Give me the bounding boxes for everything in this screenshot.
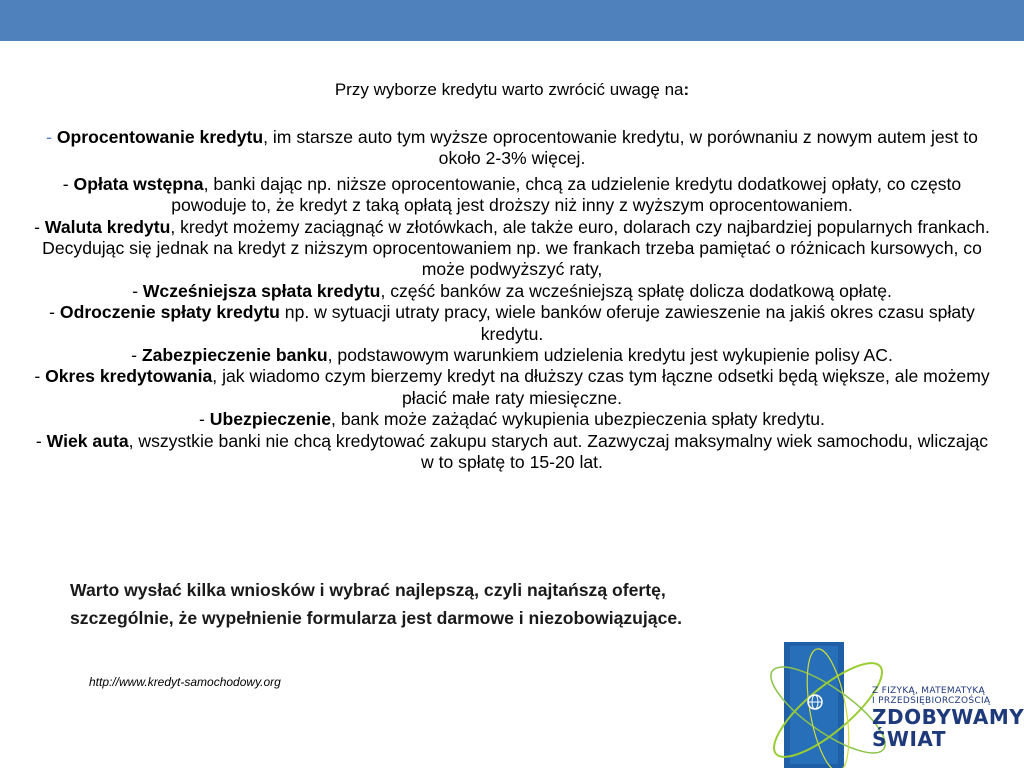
top-banner-bar [0,0,1024,41]
closing-line-2: szczególnie, że wypełnienie formularza jest darmowe i niezobowiązujące. [70,608,683,628]
source-link[interactable]: http://www.kredyt-samochodowy.org [89,675,281,689]
item-dash: - [34,216,45,237]
item-dash: - [35,430,47,451]
item-desc: , jak wiadomo czym bierzemy kredyt na dłuższy czas tym łączne odsetki będą większe, ale możemy płacić małe raty miesięczne. [212,366,990,408]
logo-line-4: ŚWIAT [872,727,946,751]
list-item [30,127,994,170]
closing-statement [70,576,870,632]
item-term: Odroczenie spłaty kredytu [59,302,280,323]
logo-line-3: ZDOBYWAMY [872,705,1024,729]
item-desc: , podstawowym warunkiem udzielenia kredytu jest wykupienie polisy AC. [327,345,893,366]
item-dash: - [62,173,74,194]
item-desc: np. w sytuacji utraty pracy, wiele banków oferuje zawieszenie na jakiś okres czasu spłaty kredytu. [279,302,975,344]
list-item [30,366,994,409]
intro-text: Przy wyborze kredytu warto zwrócić uwagę na [334,80,684,99]
item-term: Oprocentowanie kredytu [56,127,264,147]
item-term: Ubezpieczenie [209,409,332,430]
list-item [30,431,994,474]
item-term: Wiek auta [46,430,129,451]
list-item [30,345,994,366]
item-term: Wcześniejsza spłata kredytu [142,280,381,301]
item-desc: , bank może zażądać wykupienia ubezpieczenia spłaty kredytu. [331,409,825,430]
item-dash: - [131,345,142,366]
intro-line [0,80,1024,100]
item-desc: , część banków za wcześniejszą spłatę dolicza dodatkową opłatę. [380,280,892,301]
list-item [30,174,994,217]
list-item [30,302,994,345]
item-desc: , wszystkie banki nie chcą kredytować zakupu starych aut. Zazwyczaj maksymalny wiek samochodu, wliczając w to spłatę to 15-20 lat. [128,430,989,473]
list-item [30,217,994,281]
item-term: Opłata wstępna [73,173,204,194]
list-item [30,281,994,302]
list-item [30,409,994,430]
logo-line-1: Z FIZYKĄ, MATEMATYKĄ [872,686,985,696]
item-dash: - [46,127,57,147]
criteria-list [30,127,994,474]
logo-text [872,686,1024,750]
item-term: Okres kredytowania [45,366,213,387]
logo-line-2: I PRZEDSIĘBIORCZOŚCIĄ [872,696,991,706]
closing-line-1: Warto wysłać kilka wniosków i wybrać najlepszą, czyli najtańszą ofertę, [70,580,666,600]
item-dash: - [199,409,210,430]
item-dash: - [34,366,46,387]
item-desc: , banki dając np. niższe oprocentowanie, chcą za udzielenie kredytu dodatkowej opłaty, co często powoduje to, że kredyt z taką opłatą jest droższy niż inny z wyższym oprocentowaniem. [171,173,962,216]
item-dash: - [132,280,143,301]
item-desc: , kredyt możemy zaciągnąć w złotówkach, ale także euro, dolarach czy najbardziej popularnych frankach. Decydując się jednak na kredyt z niższym oprocentowaniem np. we frankach trzeba pamiętać o różnicach kursowych, co może podwyższyć raty, [42,216,990,280]
intro-colon: : [683,80,690,99]
item-dash: - [49,302,60,323]
item-term: Waluta kredytu [44,216,171,237]
item-desc: , im starsze auto tym wyższe oprocentowanie kredytu, w porównaniu z nowym autem jest to około 2-3% więcej. [263,127,978,169]
item-term: Zabezpieczenie banku [141,345,328,366]
